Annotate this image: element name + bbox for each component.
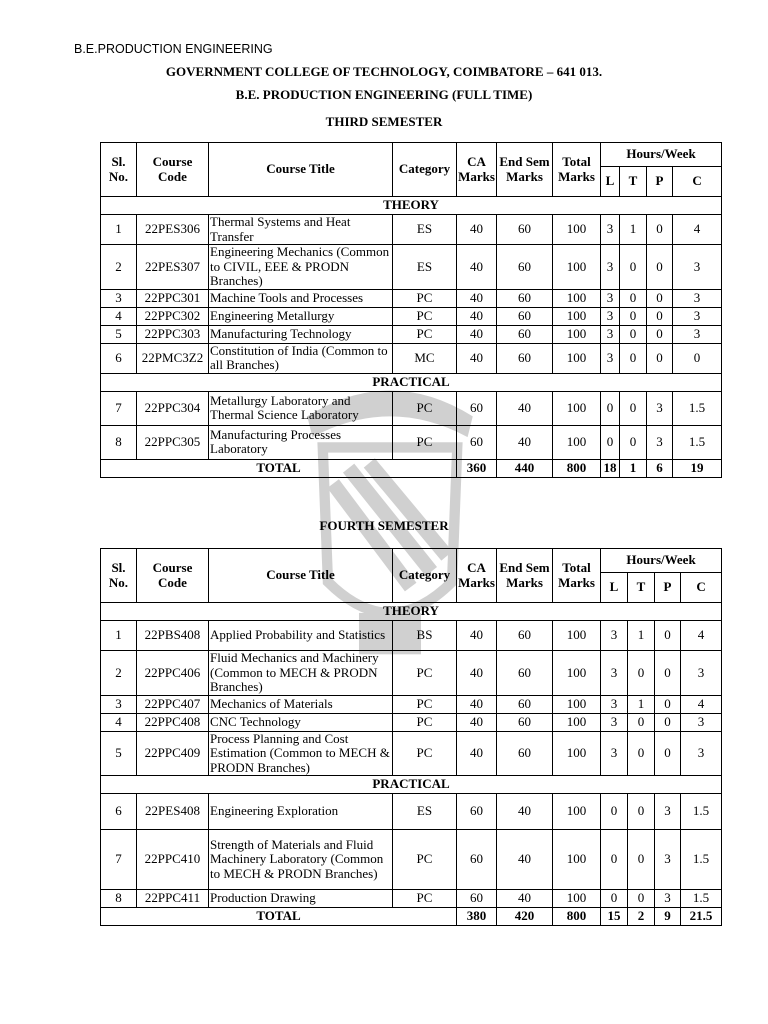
end-sem-marks: 60 [497, 695, 553, 713]
sl-no: 2 [101, 245, 137, 290]
col-c: C [681, 573, 722, 603]
course-code: 22PPC305 [137, 425, 209, 459]
hours-t: 0 [620, 425, 647, 459]
ca-marks: 40 [457, 651, 497, 696]
course-title: Production Drawing [209, 890, 393, 908]
category: PC [393, 425, 457, 459]
semester-3-table [100, 142, 722, 478]
hours-l: 3 [601, 325, 620, 343]
section-label-theory: THEORY [101, 197, 722, 215]
credits: 3 [681, 651, 722, 696]
end-sem-marks: 60 [497, 713, 553, 731]
hours-l: 3 [601, 621, 628, 651]
program-label: B.E.PRODUCTION ENGINEERING [74, 42, 273, 56]
category: ES [393, 245, 457, 290]
col-end-sem-marks: End Sem Marks [497, 549, 553, 603]
total-marks: 100 [553, 215, 601, 245]
hours-t: 0 [620, 289, 647, 307]
total-marks: 100 [553, 731, 601, 776]
sl-no: 5 [101, 325, 137, 343]
course-row [101, 890, 722, 908]
col-course-code: Course Code [137, 143, 209, 197]
course-code: 22PMC3Z2 [137, 343, 209, 373]
sl-no: 3 [101, 289, 137, 307]
hours-p: 3 [647, 425, 673, 459]
course-code: 22PPC301 [137, 289, 209, 307]
end-sem-marks: 40 [497, 830, 553, 890]
total-marks: 800 [553, 908, 601, 926]
col-hours-week: Hours/Week [601, 143, 722, 167]
course-row [101, 245, 722, 290]
course-title: Fluid Mechanics and Machinery (Common to MECH & PRODN Branches) [209, 651, 393, 696]
course-row [101, 794, 722, 830]
end-sem-marks: 40 [497, 391, 553, 425]
sl-no: 3 [101, 695, 137, 713]
credits: 1.5 [681, 830, 722, 890]
col-sl-no: Sl. No. [101, 143, 137, 197]
course-title: Constitution of India (Common to all Branches) [209, 343, 393, 373]
col-course-title: Course Title [209, 143, 393, 197]
credits: 3 [673, 245, 722, 290]
end-sem-marks: 60 [497, 731, 553, 776]
ca-marks: 60 [457, 830, 497, 890]
total-end: 420 [497, 908, 553, 926]
total-marks: 100 [553, 651, 601, 696]
total-marks: 100 [553, 425, 601, 459]
course-code: 22PPC302 [137, 307, 209, 325]
course-code: 22PPC411 [137, 890, 209, 908]
course-row [101, 307, 722, 325]
ca-marks: 60 [457, 391, 497, 425]
hours-l: 0 [601, 425, 620, 459]
sl-no: 4 [101, 713, 137, 731]
total-marks: 100 [553, 695, 601, 713]
hours-p: 0 [655, 621, 681, 651]
hours-t: 0 [620, 325, 647, 343]
category: PC [393, 890, 457, 908]
hours-t: 0 [628, 651, 655, 696]
col-category: Category [393, 549, 457, 603]
section-label-theory: THEORY [101, 603, 722, 621]
sl-no: 1 [101, 215, 137, 245]
hours-t: 0 [620, 391, 647, 425]
ca-marks: 40 [457, 325, 497, 343]
course-title: Thermal Systems and Heat Transfer [209, 215, 393, 245]
ca-marks: 40 [457, 731, 497, 776]
col-total-marks: Total Marks [553, 143, 601, 197]
credits: 3 [681, 713, 722, 731]
col-course-title: Course Title [209, 549, 393, 603]
col-ca-marks: CA Marks [457, 549, 497, 603]
hours-p: 0 [647, 289, 673, 307]
total-marks: 100 [553, 307, 601, 325]
hours-t: 0 [628, 713, 655, 731]
ca-marks: 40 [457, 215, 497, 245]
course-code: 22PPC304 [137, 391, 209, 425]
col-l: L [601, 573, 628, 603]
course-title: Process Planning and Cost Estimation (Common to MECH & PRODN Branches) [209, 731, 393, 776]
hours-l: 3 [601, 307, 620, 325]
credits: 1.5 [681, 794, 722, 830]
course-code: 22PBS408 [137, 621, 209, 651]
course-title: Strength of Materials and Fluid Machinery Laboratory (Common to MECH & PRODN Branches) [209, 830, 393, 890]
total-t: 1 [620, 459, 647, 477]
total-row [101, 908, 722, 926]
category: PC [393, 830, 457, 890]
sl-no: 4 [101, 307, 137, 325]
total-ca: 380 [457, 908, 497, 926]
ca-marks: 40 [457, 307, 497, 325]
category: PC [393, 731, 457, 776]
hours-l: 0 [601, 830, 628, 890]
course-row [101, 325, 722, 343]
col-l: L [601, 167, 620, 197]
total-marks: 100 [553, 245, 601, 290]
credits: 3 [673, 289, 722, 307]
end-sem-marks: 60 [497, 343, 553, 373]
credits: 0 [673, 343, 722, 373]
hours-p: 0 [647, 325, 673, 343]
total-row [101, 459, 722, 477]
end-sem-marks: 40 [497, 425, 553, 459]
course-row [101, 391, 722, 425]
total-credits: 21.5 [681, 908, 722, 926]
sl-no: 5 [101, 731, 137, 776]
course-title: Mechanics of Materials [209, 695, 393, 713]
hours-l: 3 [601, 731, 628, 776]
hours-p: 3 [655, 830, 681, 890]
course-row [101, 695, 722, 713]
credits: 4 [681, 695, 722, 713]
hours-p: 0 [655, 731, 681, 776]
course-title: Manufacturing Technology [209, 325, 393, 343]
sl-no: 7 [101, 391, 137, 425]
section-label-practical: PRACTICAL [101, 373, 722, 391]
college-name: GOVERNMENT COLLEGE OF TECHNOLOGY, COIMBATORE – 641 013. [165, 64, 603, 79]
category: PC [393, 325, 457, 343]
category: PC [393, 651, 457, 696]
end-sem-marks: 60 [497, 621, 553, 651]
total-label: TOTAL [101, 459, 457, 477]
course-code: 22PPC406 [137, 651, 209, 696]
course-row [101, 830, 722, 890]
hours-l: 3 [601, 289, 620, 307]
credits: 3 [681, 731, 722, 776]
ca-marks: 40 [457, 245, 497, 290]
end-sem-marks: 60 [497, 307, 553, 325]
ca-marks: 40 [457, 343, 497, 373]
sl-no: 6 [101, 343, 137, 373]
course-code: 22PPC409 [137, 731, 209, 776]
total-t: 2 [628, 908, 655, 926]
course-title: Manufacturing Processes Laboratory [209, 425, 393, 459]
col-ca-marks: CA Marks [457, 143, 497, 197]
total-marks: 100 [553, 289, 601, 307]
hours-l: 3 [601, 651, 628, 696]
course-code: 22PPC410 [137, 830, 209, 890]
hours-p: 0 [655, 713, 681, 731]
sl-no: 7 [101, 830, 137, 890]
col-t: T [620, 167, 647, 197]
hours-p: 3 [655, 794, 681, 830]
end-sem-marks: 60 [497, 325, 553, 343]
hours-t: 1 [628, 621, 655, 651]
course-row [101, 425, 722, 459]
course-row [101, 621, 722, 651]
total-ca: 360 [457, 459, 497, 477]
hours-p: 3 [647, 391, 673, 425]
hours-p: 0 [647, 307, 673, 325]
total-marks: 800 [553, 459, 601, 477]
total-l: 15 [601, 908, 628, 926]
end-sem-marks: 40 [497, 890, 553, 908]
credits: 4 [673, 215, 722, 245]
hours-t: 0 [628, 890, 655, 908]
end-sem-marks: 60 [497, 289, 553, 307]
ca-marks: 60 [457, 425, 497, 459]
credits: 1.5 [673, 425, 722, 459]
total-marks: 100 [553, 325, 601, 343]
semester-4-title: FOURTH SEMESTER [319, 518, 449, 533]
hours-l: 3 [601, 713, 628, 731]
end-sem-marks: 60 [497, 215, 553, 245]
total-marks: 100 [553, 343, 601, 373]
total-l: 18 [601, 459, 620, 477]
total-marks: 100 [553, 713, 601, 731]
hours-p: 0 [655, 695, 681, 713]
ca-marks: 40 [457, 289, 497, 307]
hours-p: 0 [647, 343, 673, 373]
degree-title: B.E. PRODUCTION ENGINEERING (FULL TIME) [235, 87, 533, 102]
hours-t: 0 [620, 245, 647, 290]
course-title: Metallurgy Laboratory and Thermal Science Laboratory [209, 391, 393, 425]
sl-no: 8 [101, 890, 137, 908]
end-sem-marks: 40 [497, 794, 553, 830]
ca-marks: 40 [457, 695, 497, 713]
hours-l: 3 [601, 695, 628, 713]
category: BS [393, 621, 457, 651]
end-sem-marks: 60 [497, 651, 553, 696]
hours-l: 0 [601, 391, 620, 425]
hours-t: 0 [628, 731, 655, 776]
course-title: Machine Tools and Processes [209, 289, 393, 307]
hours-t: 0 [628, 794, 655, 830]
course-row [101, 651, 722, 696]
end-sem-marks: 60 [497, 245, 553, 290]
total-credits: 19 [673, 459, 722, 477]
hours-l: 0 [601, 890, 628, 908]
course-title: CNC Technology [209, 713, 393, 731]
ca-marks: 60 [457, 890, 497, 908]
category: MC [393, 343, 457, 373]
course-title: Applied Probability and Statistics [209, 621, 393, 651]
course-row [101, 215, 722, 245]
total-marks: 100 [553, 890, 601, 908]
hours-t: 1 [620, 215, 647, 245]
col-c: C [673, 167, 722, 197]
course-row [101, 731, 722, 776]
semester-3-title: THIRD SEMESTER [325, 114, 443, 129]
total-marks: 100 [553, 794, 601, 830]
category: PC [393, 713, 457, 731]
credits: 3 [673, 307, 722, 325]
hours-p: 0 [647, 215, 673, 245]
sl-no: 8 [101, 425, 137, 459]
course-title: Engineering Mechanics (Common to CIVIL, EEE & PRODN Branches) [209, 245, 393, 290]
semester-4-table [100, 548, 722, 926]
section-row-theory [101, 603, 722, 621]
ca-marks: 40 [457, 621, 497, 651]
hours-l: 0 [601, 794, 628, 830]
course-row [101, 289, 722, 307]
section-row-practical [101, 776, 722, 794]
category: ES [393, 215, 457, 245]
hours-p: 3 [655, 890, 681, 908]
col-course-code: Course Code [137, 549, 209, 603]
section-row-practical [101, 373, 722, 391]
sl-no: 6 [101, 794, 137, 830]
course-code: 22PES408 [137, 794, 209, 830]
hours-t: 0 [620, 307, 647, 325]
hours-p: 0 [655, 651, 681, 696]
credits: 1.5 [681, 890, 722, 908]
col-end-sem-marks: End Sem Marks [497, 143, 553, 197]
total-p: 6 [647, 459, 673, 477]
course-code: 22PPC407 [137, 695, 209, 713]
course-title: Engineering Metallurgy [209, 307, 393, 325]
course-row [101, 343, 722, 373]
course-code: 22PPC303 [137, 325, 209, 343]
col-hours-week: Hours/Week [601, 549, 722, 573]
course-title: Engineering Exploration [209, 794, 393, 830]
hours-l: 3 [601, 215, 620, 245]
hours-l: 3 [601, 343, 620, 373]
total-marks: 100 [553, 830, 601, 890]
col-total-marks: Total Marks [553, 549, 601, 603]
course-code: 22PES306 [137, 215, 209, 245]
category: PC [393, 695, 457, 713]
total-end: 440 [497, 459, 553, 477]
ca-marks: 40 [457, 713, 497, 731]
credits: 1.5 [673, 391, 722, 425]
course-code: 22PES307 [137, 245, 209, 290]
total-marks: 100 [553, 621, 601, 651]
credits: 4 [681, 621, 722, 651]
section-label-practical: PRACTICAL [101, 776, 722, 794]
col-sl-no: Sl. No. [101, 549, 137, 603]
category: PC [393, 289, 457, 307]
course-code: 22PPC408 [137, 713, 209, 731]
col-category: Category [393, 143, 457, 197]
total-p: 9 [655, 908, 681, 926]
credits: 3 [673, 325, 722, 343]
col-p: P [655, 573, 681, 603]
category: PC [393, 307, 457, 325]
ca-marks: 60 [457, 794, 497, 830]
hours-p: 0 [647, 245, 673, 290]
total-marks: 100 [553, 391, 601, 425]
sl-no: 1 [101, 621, 137, 651]
sl-no: 2 [101, 651, 137, 696]
hours-t: 0 [628, 830, 655, 890]
category: ES [393, 794, 457, 830]
category: PC [393, 391, 457, 425]
hours-t: 1 [628, 695, 655, 713]
col-p: P [647, 167, 673, 197]
total-label: TOTAL [101, 908, 457, 926]
course-row [101, 713, 722, 731]
section-row-theory [101, 197, 722, 215]
hours-t: 0 [620, 343, 647, 373]
col-t: T [628, 573, 655, 603]
hours-l: 3 [601, 245, 620, 290]
